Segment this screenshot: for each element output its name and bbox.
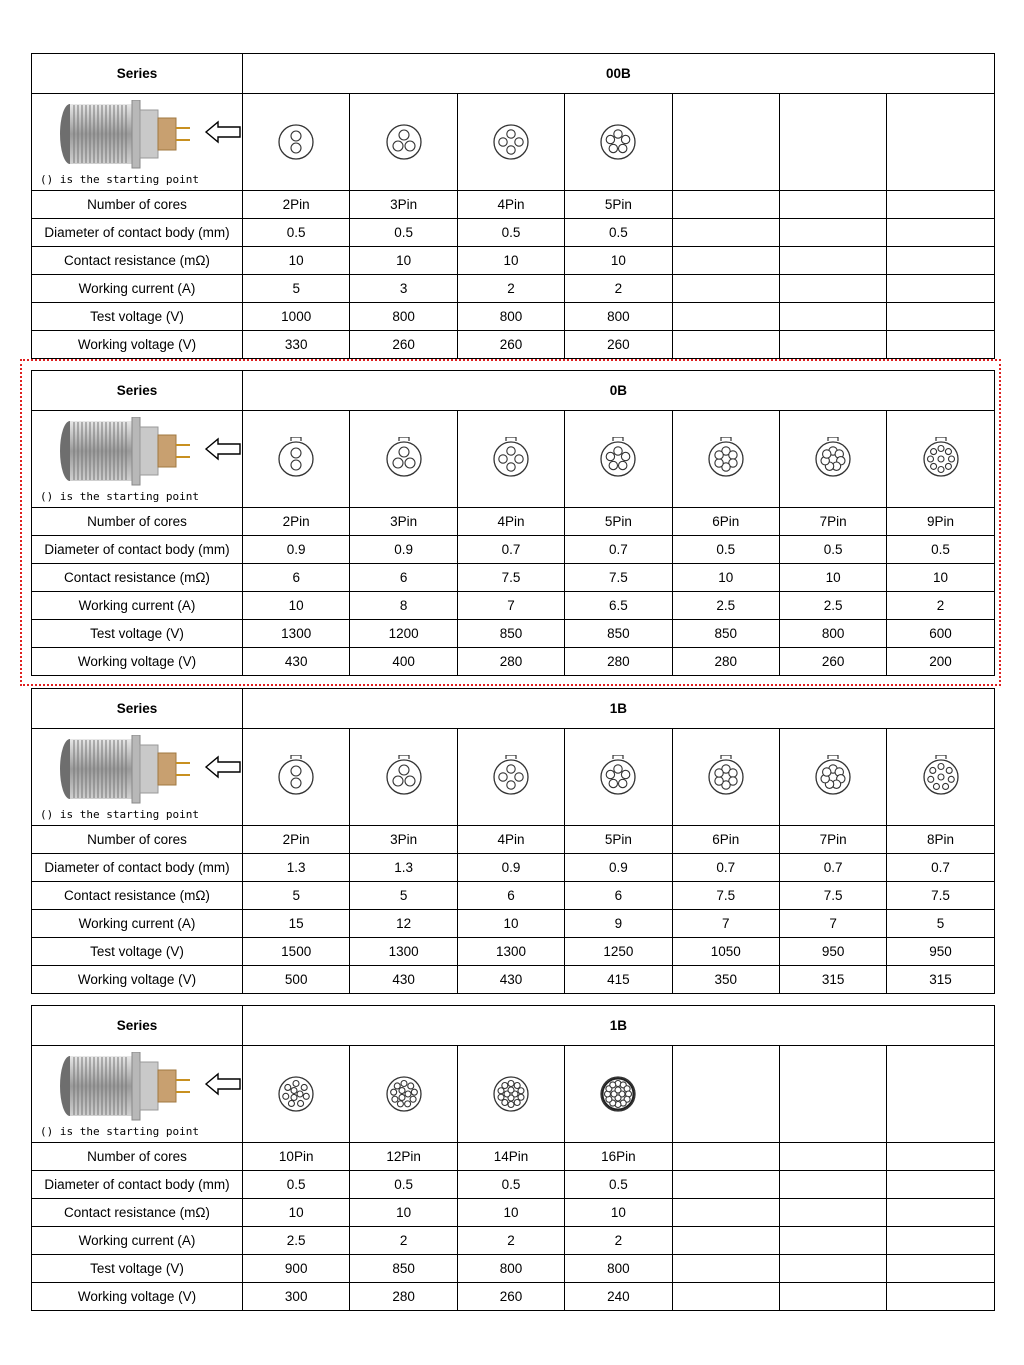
row-label: Working voltage (V) — [32, 648, 243, 676]
cell-test_voltage: 1200 — [350, 620, 457, 648]
row-label: Contact resistance (mΩ) — [32, 1199, 243, 1227]
empty-cell — [779, 247, 886, 275]
cell-current: 2 — [887, 592, 994, 620]
cell-cores: 6Pin — [672, 508, 779, 536]
pin-layout-9-icon — [921, 437, 961, 481]
series-name: 1B — [243, 689, 995, 729]
cell-working_voltage: 330 — [243, 331, 350, 359]
series-name: 1B — [243, 1006, 995, 1046]
empty-cell — [887, 1171, 994, 1199]
connector-photo-icon — [56, 735, 266, 805]
empty-cell — [887, 1143, 994, 1171]
row-label: Working voltage (V) — [32, 966, 243, 994]
empty-cell — [887, 1199, 994, 1227]
pin-layout-cell — [672, 411, 779, 508]
row-label: Diameter of contact body (mm) — [32, 219, 243, 247]
cell-resistance: 10 — [350, 1199, 457, 1227]
cell-cores: 8Pin — [887, 826, 994, 854]
row-cores — [32, 191, 995, 219]
cell-cores: 7Pin — [779, 508, 886, 536]
pin-layout-16-icon — [598, 1072, 638, 1116]
row-cores — [32, 1143, 995, 1171]
row-diameter — [32, 1171, 995, 1199]
row-working_voltage — [32, 331, 995, 359]
row-label: Contact resistance (mΩ) — [32, 564, 243, 592]
cell-current: 6.5 — [565, 592, 672, 620]
cell-test_voltage: 800 — [457, 1255, 564, 1283]
spec-table-1 — [31, 53, 994, 359]
empty-cell — [779, 219, 886, 247]
pin-layout-7-icon — [813, 755, 853, 799]
cell-cores: 14Pin — [457, 1143, 564, 1171]
cell-working_voltage: 350 — [672, 966, 779, 994]
empty-cell — [887, 275, 994, 303]
cell-cores: 9Pin — [887, 508, 994, 536]
cell-resistance: 7.5 — [672, 882, 779, 910]
cell-cores: 2Pin — [243, 191, 350, 219]
spec-table — [31, 1005, 995, 1311]
cell-cores: 5Pin — [565, 191, 672, 219]
cell-cores: 6Pin — [672, 826, 779, 854]
pin-layout-5-icon — [598, 755, 638, 799]
empty-cell — [887, 219, 994, 247]
cell-diameter: 1.3 — [350, 854, 457, 882]
pin-layout-cell — [672, 1046, 779, 1143]
series-label: Series — [32, 371, 243, 411]
row-label: Working current (A) — [32, 910, 243, 938]
row-resistance — [32, 247, 995, 275]
cell-working_voltage: 260 — [779, 648, 886, 676]
pin-layout-cell — [779, 729, 886, 826]
empty-cell — [779, 303, 886, 331]
cell-current: 2 — [457, 1227, 564, 1255]
cell-working_voltage: 240 — [565, 1283, 672, 1311]
cell-current: 2.5 — [243, 1227, 350, 1255]
empty-cell — [779, 275, 886, 303]
row-label: Test voltage (V) — [32, 938, 243, 966]
pin-layout-14-icon — [491, 1072, 531, 1116]
row-label: Number of cores — [32, 508, 243, 536]
cell-current: 2.5 — [672, 592, 779, 620]
cell-test_voltage: 850 — [565, 620, 672, 648]
cell-current: 15 — [243, 910, 350, 938]
empty-cell — [887, 303, 994, 331]
row-resistance — [32, 564, 995, 592]
cell-working_voltage: 430 — [350, 966, 457, 994]
pin-layout-cell — [457, 411, 564, 508]
cell-resistance: 10 — [457, 247, 564, 275]
row-test_voltage — [32, 620, 995, 648]
cell-diameter: 0.7 — [779, 854, 886, 882]
cell-working_voltage: 260 — [565, 331, 672, 359]
empty-cell — [672, 275, 779, 303]
pin-layout-cell — [350, 729, 457, 826]
pin-layout-cell — [887, 94, 994, 191]
cell-test_voltage: 800 — [457, 303, 564, 331]
cell-diameter: 0.7 — [672, 854, 779, 882]
connector-image-cell — [32, 411, 243, 508]
pin-layout-cell — [350, 94, 457, 191]
cell-diameter: 0.5 — [887, 536, 994, 564]
cell-diameter: 0.5 — [350, 1171, 457, 1199]
connector-image-cell — [32, 729, 243, 826]
connector-image-cell — [32, 94, 243, 191]
series-name: 0B — [243, 371, 995, 411]
cell-test_voltage: 1250 — [565, 938, 672, 966]
cell-test_voltage: 800 — [779, 620, 886, 648]
cell-cores: 10Pin — [243, 1143, 350, 1171]
starting-point-caption: () is the starting point — [40, 173, 199, 186]
empty-cell — [672, 1227, 779, 1255]
cell-resistance: 6 — [350, 564, 457, 592]
pin-layout-cell — [457, 1046, 564, 1143]
spec-table — [31, 370, 995, 676]
row-diameter — [32, 536, 995, 564]
cell-working_voltage: 500 — [243, 966, 350, 994]
pin-layout-cell — [565, 729, 672, 826]
series-label: Series — [32, 689, 243, 729]
pin-layout-cell — [565, 1046, 672, 1143]
cell-diameter: 0.5 — [565, 219, 672, 247]
empty-cell — [672, 303, 779, 331]
cell-current: 2 — [565, 1227, 672, 1255]
cell-test_voltage: 600 — [887, 620, 994, 648]
cell-resistance: 10 — [779, 564, 886, 592]
empty-cell — [672, 247, 779, 275]
row-diameter — [32, 219, 995, 247]
cell-test_voltage: 1050 — [672, 938, 779, 966]
cell-diameter: 0.5 — [243, 219, 350, 247]
empty-cell — [672, 1199, 779, 1227]
series-name: 00B — [243, 54, 995, 94]
pin-layout-2-icon — [276, 120, 316, 164]
cell-diameter: 0.5 — [565, 1171, 672, 1199]
cell-current: 10 — [457, 910, 564, 938]
empty-cell — [887, 247, 994, 275]
cell-test_voltage: 1300 — [350, 938, 457, 966]
empty-cell — [887, 1283, 994, 1311]
cell-cores: 5Pin — [565, 508, 672, 536]
pin-layout-cell — [779, 94, 886, 191]
cell-current: 5 — [243, 275, 350, 303]
cell-current: 2 — [565, 275, 672, 303]
cell-test_voltage: 850 — [457, 620, 564, 648]
row-working_voltage — [32, 966, 995, 994]
cell-diameter: 0.7 — [457, 536, 564, 564]
row-label: Number of cores — [32, 1143, 243, 1171]
row-label: Diameter of contact body (mm) — [32, 1171, 243, 1199]
pin-layout-cell — [672, 729, 779, 826]
empty-cell — [779, 191, 886, 219]
connector-photo-icon — [56, 100, 266, 170]
row-label: Diameter of contact body (mm) — [32, 536, 243, 564]
cell-working_voltage: 415 — [565, 966, 672, 994]
cell-resistance: 10 — [887, 564, 994, 592]
cell-test_voltage: 900 — [243, 1255, 350, 1283]
series-label: Series — [32, 54, 243, 94]
empty-cell — [672, 1171, 779, 1199]
cell-working_voltage: 200 — [887, 648, 994, 676]
starting-point-caption: () is the starting point — [40, 490, 199, 503]
row-working_voltage — [32, 648, 995, 676]
cell-diameter: 1.3 — [243, 854, 350, 882]
cell-cores: 5Pin — [565, 826, 672, 854]
empty-cell — [672, 219, 779, 247]
cell-working_voltage: 430 — [457, 966, 564, 994]
row-resistance — [32, 1199, 995, 1227]
cell-diameter: 0.5 — [779, 536, 886, 564]
row-label: Contact resistance (mΩ) — [32, 247, 243, 275]
empty-cell — [779, 1227, 886, 1255]
pin-layout-3-icon — [384, 755, 424, 799]
pin-layout-10-icon — [276, 1072, 316, 1116]
cell-current: 2.5 — [779, 592, 886, 620]
pin-layout-12-icon — [384, 1072, 424, 1116]
row-label: Test voltage (V) — [32, 620, 243, 648]
cell-current: 12 — [350, 910, 457, 938]
row-label: Diameter of contact body (mm) — [32, 854, 243, 882]
cell-working_voltage: 430 — [243, 648, 350, 676]
connector-photo-icon — [56, 1052, 266, 1122]
row-current — [32, 275, 995, 303]
cell-diameter: 0.5 — [350, 219, 457, 247]
cell-cores: 2Pin — [243, 508, 350, 536]
row-test_voltage — [32, 938, 995, 966]
cell-cores: 7Pin — [779, 826, 886, 854]
cell-resistance: 7.5 — [887, 882, 994, 910]
cell-cores: 3Pin — [350, 508, 457, 536]
cell-diameter: 0.5 — [243, 1171, 350, 1199]
cell-resistance: 10 — [350, 247, 457, 275]
cell-working_voltage: 280 — [565, 648, 672, 676]
pin-layout-4-icon — [491, 437, 531, 481]
pin-layout-8-icon — [921, 755, 961, 799]
pin-layout-4-icon — [491, 755, 531, 799]
cell-working_voltage: 260 — [457, 1283, 564, 1311]
cell-resistance: 5 — [350, 882, 457, 910]
cell-diameter: 0.7 — [565, 536, 672, 564]
cell-current: 7 — [672, 910, 779, 938]
pin-layout-cell — [457, 729, 564, 826]
empty-cell — [887, 1255, 994, 1283]
cell-current: 7 — [457, 592, 564, 620]
cell-resistance: 7.5 — [565, 564, 672, 592]
cell-test_voltage: 850 — [672, 620, 779, 648]
cell-cores: 3Pin — [350, 191, 457, 219]
cell-test_voltage: 1300 — [457, 938, 564, 966]
cell-current: 2 — [457, 275, 564, 303]
cell-diameter: 0.9 — [457, 854, 564, 882]
cell-working_voltage: 280 — [457, 648, 564, 676]
pin-layout-6-icon — [706, 437, 746, 481]
cell-diameter: 0.9 — [350, 536, 457, 564]
pin-layout-cell — [779, 1046, 886, 1143]
row-cores — [32, 508, 995, 536]
pin-layout-5-icon — [598, 120, 638, 164]
spec-table — [31, 53, 995, 359]
pin-layout-cell — [350, 1046, 457, 1143]
pin-layout-3-icon — [384, 437, 424, 481]
cell-working_voltage: 315 — [887, 966, 994, 994]
empty-cell — [887, 331, 994, 359]
cell-diameter: 0.5 — [457, 1171, 564, 1199]
pin-layout-2-icon — [276, 437, 316, 481]
cell-diameter: 0.5 — [672, 536, 779, 564]
pin-layout-cell — [887, 729, 994, 826]
cell-resistance: 7.5 — [457, 564, 564, 592]
cell-cores: 4Pin — [457, 508, 564, 536]
cell-resistance: 5 — [243, 882, 350, 910]
empty-cell — [672, 331, 779, 359]
row-label: Test voltage (V) — [32, 303, 243, 331]
empty-cell — [779, 331, 886, 359]
row-current — [32, 1227, 995, 1255]
row-current — [32, 592, 995, 620]
row-label: Working current (A) — [32, 592, 243, 620]
connector-photo-icon — [56, 417, 266, 487]
cell-cores: 12Pin — [350, 1143, 457, 1171]
row-test_voltage — [32, 303, 995, 331]
cell-working_voltage: 260 — [457, 331, 564, 359]
cell-test_voltage: 800 — [565, 1255, 672, 1283]
empty-cell — [779, 1283, 886, 1311]
pin-layout-cell — [565, 411, 672, 508]
pin-layout-2-icon — [276, 755, 316, 799]
cell-cores: 2Pin — [243, 826, 350, 854]
row-cores — [32, 826, 995, 854]
empty-cell — [672, 1255, 779, 1283]
cell-working_voltage: 260 — [350, 331, 457, 359]
pin-layout-cell — [350, 411, 457, 508]
row-working_voltage — [32, 1283, 995, 1311]
cell-cores: 16Pin — [565, 1143, 672, 1171]
cell-resistance: 10 — [243, 1199, 350, 1227]
row-label: Number of cores — [32, 191, 243, 219]
cell-resistance: 10 — [565, 1199, 672, 1227]
cell-test_voltage: 1000 — [243, 303, 350, 331]
row-label: Working current (A) — [32, 275, 243, 303]
empty-cell — [779, 1171, 886, 1199]
cell-test_voltage: 800 — [565, 303, 672, 331]
cell-test_voltage: 800 — [350, 303, 457, 331]
cell-resistance: 7.5 — [779, 882, 886, 910]
cell-resistance: 10 — [457, 1199, 564, 1227]
starting-point-caption: () is the starting point — [40, 808, 199, 821]
empty-cell — [779, 1255, 886, 1283]
connector-image-cell — [32, 1046, 243, 1143]
pin-layout-cell — [457, 94, 564, 191]
cell-resistance: 10 — [672, 564, 779, 592]
pin-layout-cell — [779, 411, 886, 508]
cell-working_voltage: 280 — [672, 648, 779, 676]
cell-current: 7 — [779, 910, 886, 938]
cell-test_voltage: 1300 — [243, 620, 350, 648]
row-current — [32, 910, 995, 938]
empty-cell — [672, 1283, 779, 1311]
cell-working_voltage: 300 — [243, 1283, 350, 1311]
cell-current: 9 — [565, 910, 672, 938]
pin-layout-5-icon — [598, 437, 638, 481]
cell-diameter: 0.7 — [887, 854, 994, 882]
cell-working_voltage: 315 — [779, 966, 886, 994]
row-label: Working voltage (V) — [32, 1283, 243, 1311]
cell-resistance: 6 — [565, 882, 672, 910]
spec-table — [31, 688, 995, 994]
row-label: Working voltage (V) — [32, 331, 243, 359]
spec-table-2 — [31, 370, 994, 676]
cell-diameter: 0.5 — [457, 219, 564, 247]
empty-cell — [672, 1143, 779, 1171]
cell-test_voltage: 1500 — [243, 938, 350, 966]
cell-resistance: 10 — [565, 247, 672, 275]
cell-working_voltage: 400 — [350, 648, 457, 676]
pin-layout-cell — [565, 94, 672, 191]
cell-current: 2 — [350, 1227, 457, 1255]
pin-layout-cell — [887, 1046, 994, 1143]
cell-resistance: 6 — [457, 882, 564, 910]
spec-table-4 — [31, 1005, 994, 1311]
cell-test_voltage: 850 — [350, 1255, 457, 1283]
empty-cell — [672, 191, 779, 219]
cell-diameter: 0.9 — [243, 536, 350, 564]
row-test_voltage — [32, 1255, 995, 1283]
row-label: Working current (A) — [32, 1227, 243, 1255]
cell-current: 10 — [243, 592, 350, 620]
cell-working_voltage: 280 — [350, 1283, 457, 1311]
cell-cores: 4Pin — [457, 826, 564, 854]
row-resistance — [32, 882, 995, 910]
row-label: Contact resistance (mΩ) — [32, 882, 243, 910]
cell-cores: 3Pin — [350, 826, 457, 854]
empty-cell — [887, 191, 994, 219]
empty-cell — [779, 1199, 886, 1227]
pin-layout-7-icon — [813, 437, 853, 481]
cell-current: 3 — [350, 275, 457, 303]
pin-layout-cell — [887, 411, 994, 508]
row-label: Test voltage (V) — [32, 1255, 243, 1283]
pin-layout-3-icon — [384, 120, 424, 164]
cell-resistance: 10 — [243, 247, 350, 275]
series-label: Series — [32, 1006, 243, 1046]
cell-test_voltage: 950 — [779, 938, 886, 966]
cell-test_voltage: 950 — [887, 938, 994, 966]
empty-cell — [887, 1227, 994, 1255]
cell-current: 5 — [887, 910, 994, 938]
row-label: Number of cores — [32, 826, 243, 854]
pin-layout-6-icon — [706, 755, 746, 799]
starting-point-caption: () is the starting point — [40, 1125, 199, 1138]
cell-current: 8 — [350, 592, 457, 620]
cell-cores: 4Pin — [457, 191, 564, 219]
row-diameter — [32, 854, 995, 882]
cell-diameter: 0.9 — [565, 854, 672, 882]
pin-layout-4-icon — [491, 120, 531, 164]
pin-layout-cell — [672, 94, 779, 191]
empty-cell — [779, 1143, 886, 1171]
cell-resistance: 6 — [243, 564, 350, 592]
spec-table-3 — [31, 688, 994, 994]
